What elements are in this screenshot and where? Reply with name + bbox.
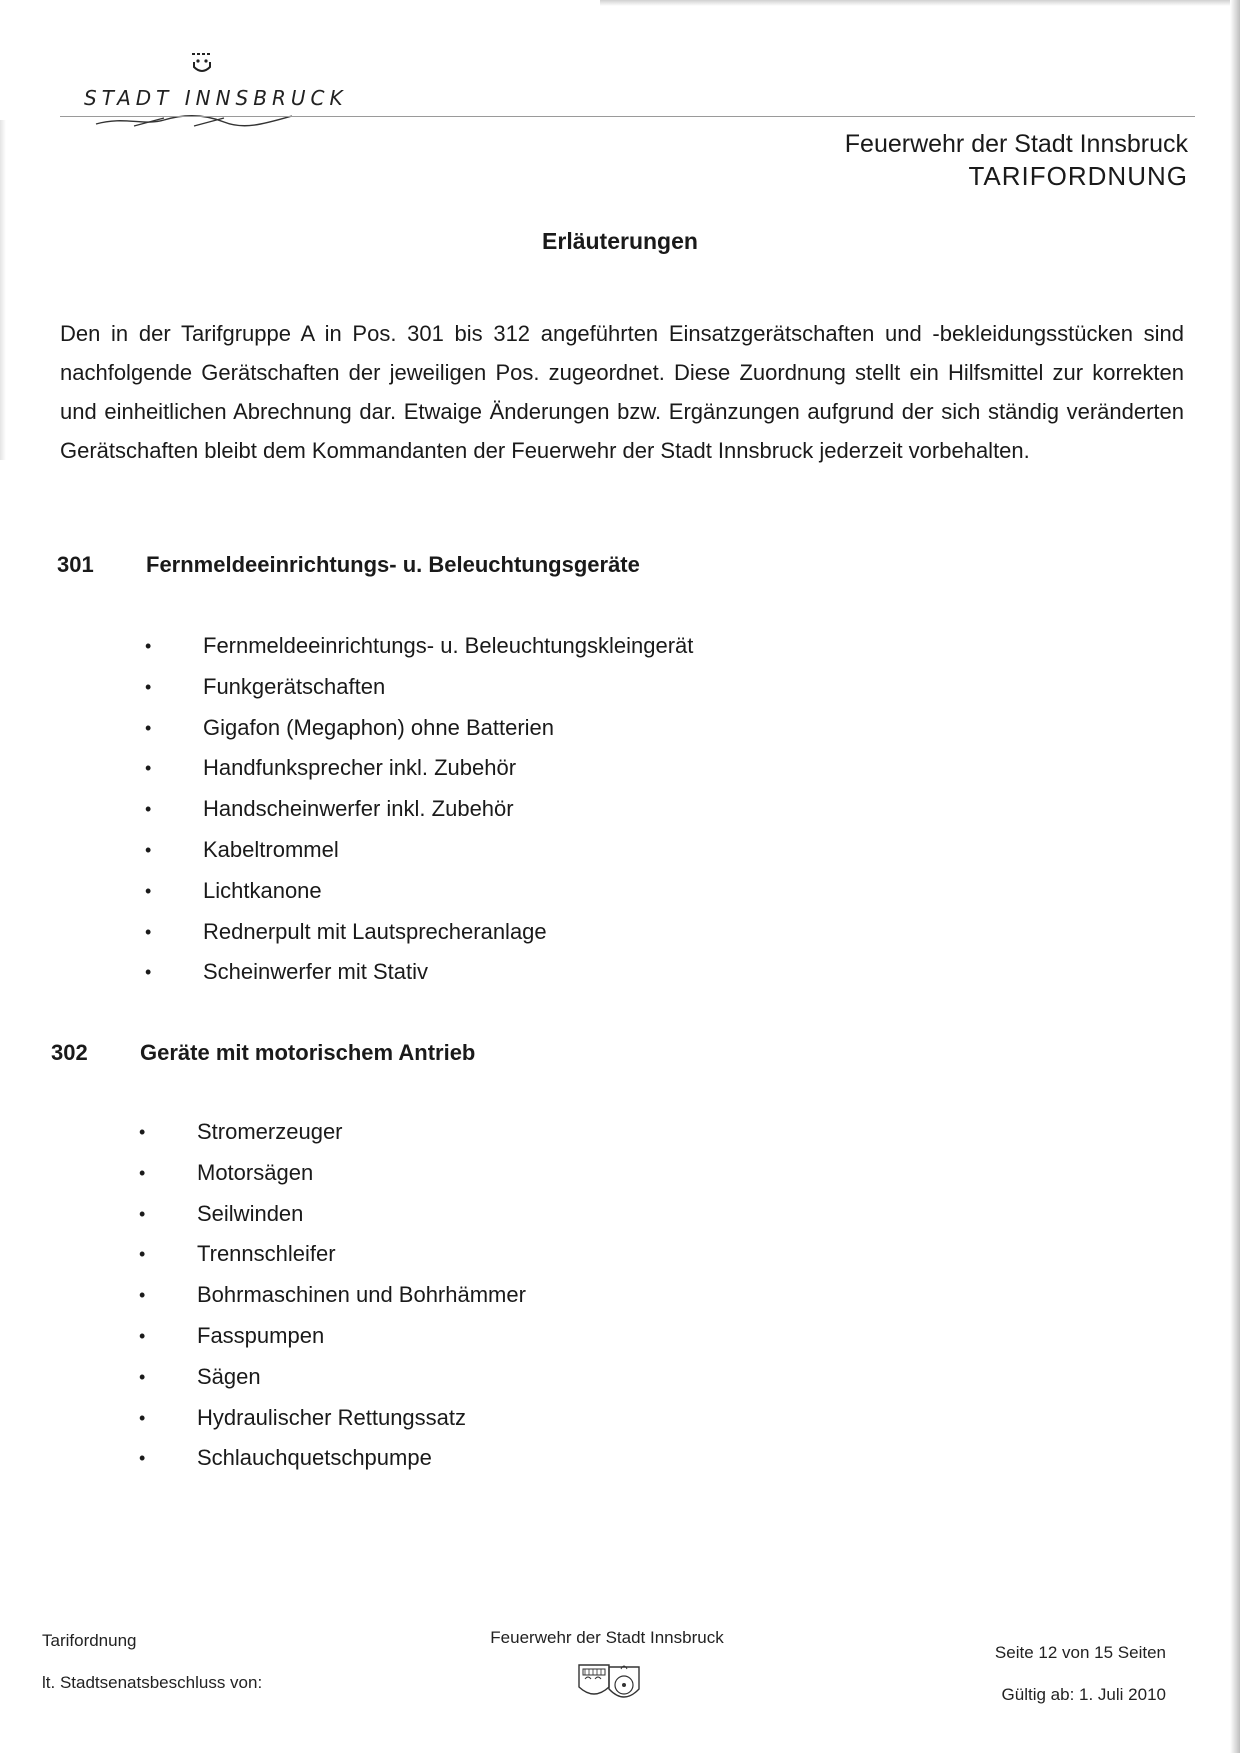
page-number: Seite 12 von 15 Seiten — [994, 1643, 1166, 1662]
header-rule — [60, 116, 1195, 117]
intro-paragraph: Den in der Tarifgruppe A in Pos. 301 bis 312 angeführten Einsatzgerätschaften und -bekleidungsstücken sind nachfolgende Gerätschaften der jeweiligen Pos. zugeordnet. Diese Zuordnung stellt ein Hilfsmittel zur korrekten und einheitlichen Abrechnung dar. Etwaige Änderungen bzw. Ergänzungen aufgrund der sich ständig veränderten Gerätschaften bleibt dem Kommandanten der Feuerwehr der Stadt Innsbruck jederzeit vorbehalten. — [60, 321, 1184, 463]
bullet-icon: • — [145, 839, 152, 860]
logo-text: STADT INNSBRUCK — [84, 86, 348, 110]
page-title: Erläuterungen — [542, 228, 698, 254]
section-label: Fernmeldeeinrichtungs- u. Beleuchtungsgeräte — [146, 552, 640, 577]
scan-edge-top — [600, 0, 1240, 6]
footer-right — [995, 1632, 1166, 1716]
bullet-icon: • — [139, 1162, 146, 1183]
bullet-icon: • — [139, 1285, 146, 1306]
bullet-icon: • — [139, 1244, 146, 1265]
valid-from: Gültig ab: 1. Juli 2010 — [1001, 1685, 1166, 1704]
bullet-icon: • — [145, 636, 152, 656]
bullet-icon: • — [145, 921, 152, 942]
scan-edge-right — [1230, 0, 1240, 1753]
doc-type: TARIFORDNUNG — [968, 161, 1188, 191]
bullet-icon: • — [145, 962, 152, 983]
org-name: Feuerwehr der Stadt Innsbruck — [844, 130, 1188, 158]
bullet-icon: • — [139, 1325, 146, 1346]
bullet-icon: • — [145, 758, 152, 779]
bullet-icon: • — [145, 799, 152, 820]
bullet-icon: • — [145, 676, 152, 697]
section-number: 302 — [51, 1040, 88, 1065]
bullet-icon: • — [145, 717, 152, 738]
bullet-icon: • — [139, 1366, 146, 1387]
bullet-icon: • — [139, 1122, 146, 1142]
bullet-icon: • — [139, 1407, 146, 1428]
bullet-icon: • — [139, 1448, 146, 1469]
bullet-icon: • — [145, 880, 152, 901]
section-number: 301 — [57, 552, 94, 577]
footer-org: Feuerwehr der Stadt Innsbruck — [490, 1628, 724, 1647]
section-label: Geräte mit motorischem Antrieb — [140, 1040, 476, 1065]
scan-edge-left — [0, 120, 6, 460]
footer-doc-name: Tarifordnung — [42, 1631, 137, 1650]
city-crest-icon — [188, 50, 216, 78]
footer-resolution: lt. Stadtsenatsbeschluss von: — [42, 1673, 263, 1692]
bullet-icon: • — [139, 1203, 146, 1224]
fire-brigade-crest-icon — [575, 1657, 645, 1713]
header-org-block — [845, 128, 1188, 192]
logo-swoosh-icon — [94, 112, 294, 128]
